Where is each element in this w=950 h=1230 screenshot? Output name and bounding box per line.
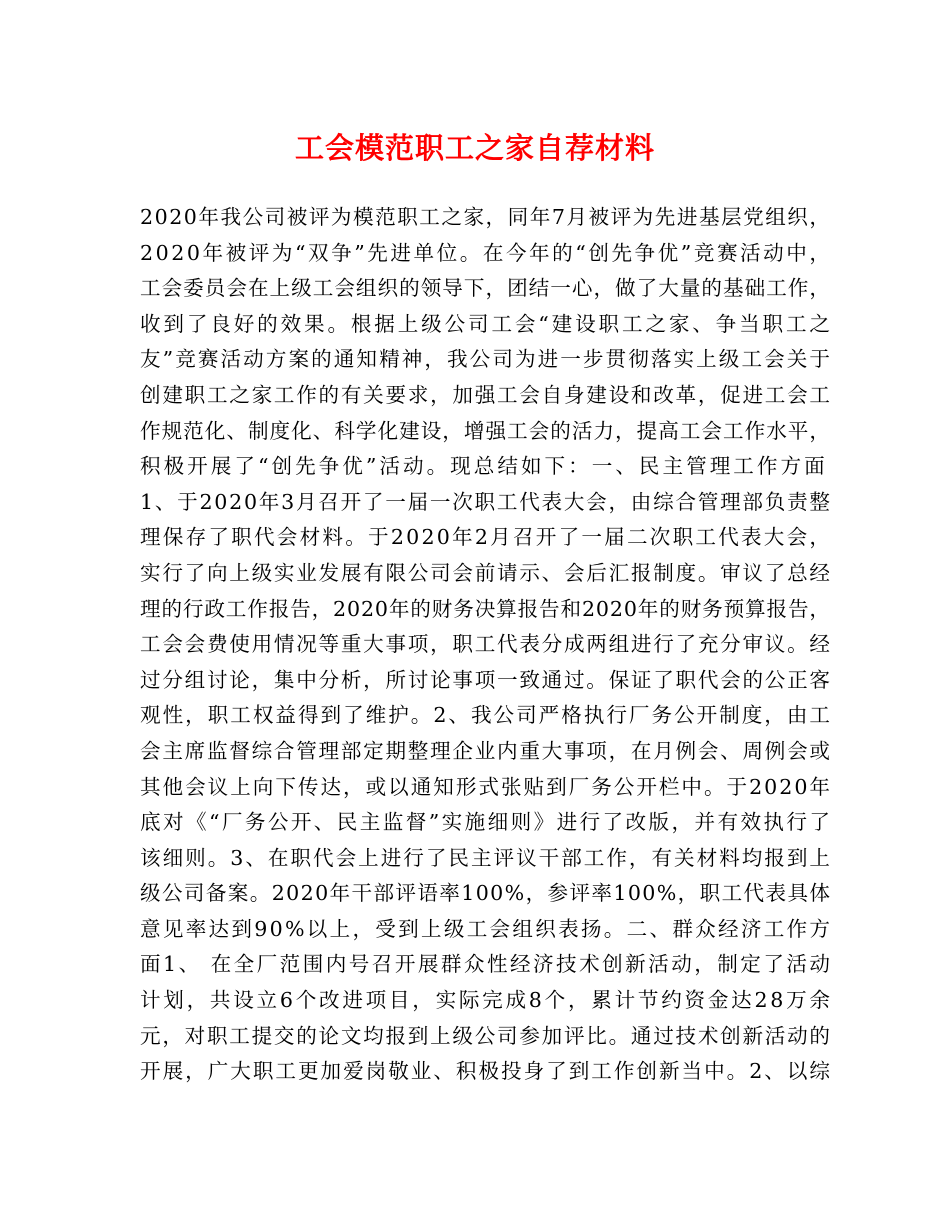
body-line: 友”竞赛活动方案的通知精神，我公司为进一步贯彻落实上级工会关于 bbox=[140, 347, 833, 372]
document-body bbox=[140, 200, 833, 1090]
body-line: 工会会费使用情况等重大事项，职工代表分成两组进行了充分审议。经 bbox=[140, 632, 832, 657]
body-line: 会主席监督综合管理部定期整理企业内重大事项，在月例会、周例会或 bbox=[140, 738, 832, 763]
body-line: 2020年被评为“双争”先进单位。在今年的“创先争优”竞赛活动中， bbox=[140, 240, 833, 265]
document-title: 工会模范职工之家自荐材料 bbox=[294, 131, 655, 165]
body-line: 计划，共设立6个改进项目，实际完成8个，累计节约资金达28万余 bbox=[140, 988, 833, 1013]
body-line: 收到了良好的效果。根据上级公司工会“建设职工之家、争当职工之 bbox=[140, 311, 833, 336]
body-line: 工会委员会在上级工会组织的领导下，团结一心，做了大量的基础工作， bbox=[140, 276, 831, 301]
body-line: 理的行政工作报告，2020年的财务决算报告和2020年的财务预算报告， bbox=[140, 596, 831, 621]
body-line: 底对《“厂务公开、民主监督”实施细则》进行了改版，并有效执行了 bbox=[140, 810, 833, 835]
body-line: 1、于2020年3月召开了一届一次职工代表大会，由综合管理部负责整 bbox=[140, 489, 832, 514]
body-line: 创建职工之家工作的有关要求，加强工会自身建设和改革，促进工会工 bbox=[140, 382, 832, 407]
body-line: 过分组讨论，集中分析，所讨论事项一致通过。保证了职代会的公正客 bbox=[140, 667, 832, 692]
body-line: 实行了向上级实业发展有限公司会前请示、会后汇报制度。审议了总经 bbox=[140, 560, 832, 585]
body-line: 该细则。3、在职代会上进行了民主评议干部工作，有关材料均报到上 bbox=[140, 845, 832, 870]
body-line: 积极开展了“创先争优”活动。现总结如下：一、民主管理工作方面 bbox=[140, 454, 828, 479]
body-line: 开展，广大职工更加爱岗敬业、积极投身了到工作创新当中。2、以综 bbox=[140, 1059, 832, 1084]
body-line: 元，对职工提交的论文均报到上级公司参加评比。通过技术创新活动的 bbox=[140, 1023, 832, 1048]
body-line: 意见率达到90%以上，受到上级工会组织表扬。二、群众经济工作方 bbox=[140, 916, 833, 941]
body-line: 其他会议上向下传达，或以通知形式张贴到厂务公开栏中。于2020年 bbox=[140, 774, 832, 799]
body-line: 2020年我公司被评为模范职工之家，同年7月被评为先进基层党组织， bbox=[140, 205, 832, 229]
body-line: 作规范化、制度化、科学化建设，增强工会的活力，提高工会工作水平， bbox=[140, 418, 831, 443]
body-line: 理保存了职代会材料。于2020年2月召开了一届二次职工代表大会， bbox=[140, 525, 833, 550]
body-line: 观性，职工权益得到了维护。2、我公司严格执行厂务公开制度，由工 bbox=[140, 703, 832, 728]
body-line: 级公司备案。2020年干部评语率100%，参评率100%，职工代表具体 bbox=[140, 881, 832, 906]
body-line: 面1、 在全厂范围内号召开展群众性经济技术创新活动，制定了活动 bbox=[140, 952, 833, 977]
